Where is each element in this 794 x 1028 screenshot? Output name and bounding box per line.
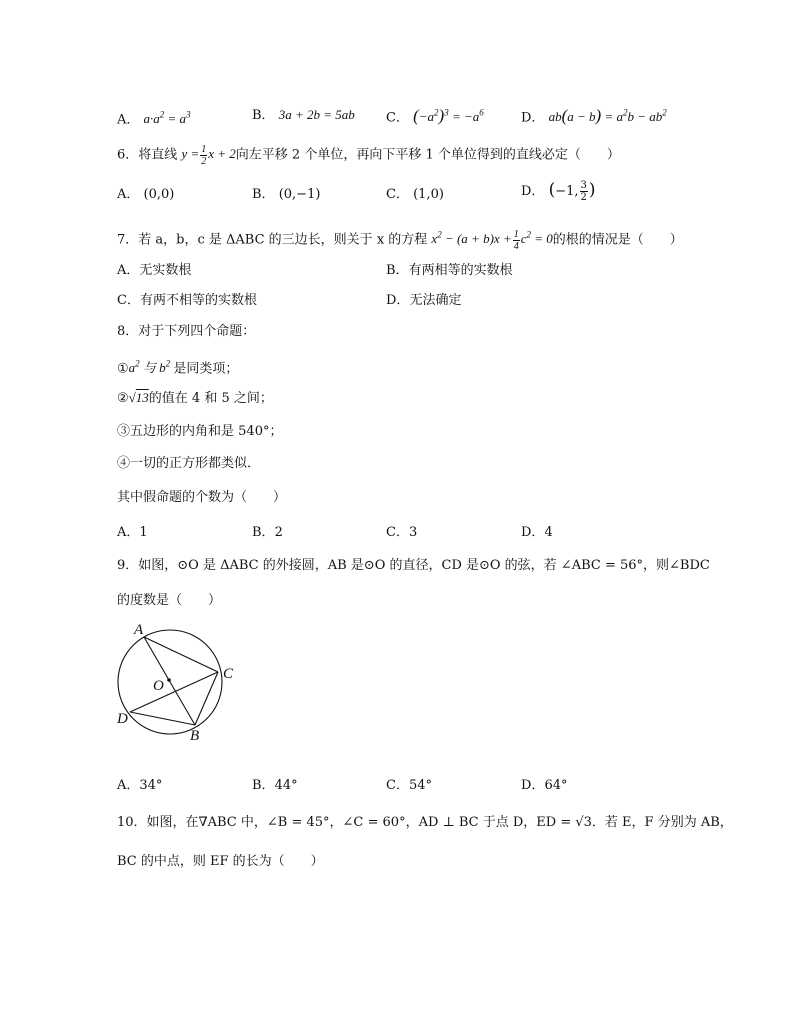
item-mark: ① [117, 361, 129, 377]
q9-option-d [521, 777, 567, 795]
option-value: 64° [544, 778, 568, 793]
center-point [167, 678, 171, 682]
question-number: 6． [117, 147, 139, 163]
option-value: 2 [274, 525, 283, 540]
question-number: 7． [117, 232, 139, 248]
q8-option-a [117, 524, 148, 542]
option-label: B． [252, 187, 275, 202]
option-value: −1, [555, 184, 579, 199]
option-label: A． [117, 112, 140, 128]
q7-option-d [386, 292, 461, 310]
item-mark: ④ [117, 456, 131, 471]
option-label: D． [521, 184, 545, 199]
option-value: 44° [274, 778, 298, 793]
q9-stem-line2: 的度数是（ ） [117, 593, 222, 608]
stem-text: 的根的情况是（ ） [552, 232, 683, 248]
option-label: D． [386, 293, 410, 308]
option-value: (1,0) [413, 187, 444, 202]
paren-close: ) [588, 180, 596, 200]
q7-stem [117, 226, 683, 252]
q5-option-d [521, 104, 667, 127]
q10-stem-line2: BC 的中点，则 EF 的长为（ ） [117, 854, 324, 869]
segment-ac [144, 637, 218, 672]
item-mark: ③ [117, 424, 131, 439]
option-formula: $ab(a - b) = a^2b - ab^2$ [548, 106, 667, 126]
q6-option-d [521, 180, 596, 203]
q6-option-a [117, 186, 174, 204]
q7-option-b [386, 262, 513, 280]
option-text: 无实数根 [139, 263, 192, 278]
q9-option-b [252, 777, 298, 795]
line-equation: y = $\frac{1}{2}$ x + 2 [181, 144, 236, 167]
option-label: B． [252, 525, 275, 540]
equation: $x^2 - (a + b)x$ + $\frac{1}{4}$ $c^2 = 0$ [431, 228, 553, 252]
q8-item-1 [117, 355, 238, 378]
option-value: (0,0) [143, 187, 175, 202]
option-label: B． [252, 108, 275, 123]
label-a: A [134, 622, 144, 638]
option-value: 1 [139, 525, 148, 540]
q8-stem: 8．对于下列四个命题： [117, 324, 256, 339]
q8-question: 其中假命题的个数为（ ） [117, 490, 287, 505]
option-label: C． [386, 778, 409, 793]
stem-text: 向左平移 2 个单位，再向下平移 1 个单位得到的直线必定（ ） [235, 147, 620, 163]
option-label: D． [521, 525, 545, 540]
option-value: 54° [408, 778, 432, 793]
q6-stem [117, 144, 620, 167]
option-label: A． [117, 778, 140, 793]
option-value: (0,−1) [278, 187, 321, 202]
option-label: D． [521, 778, 545, 793]
option-label: A． [117, 187, 140, 202]
option-label: C． [386, 525, 409, 540]
q8-item-2 [117, 389, 273, 408]
option-value: 34° [139, 778, 163, 793]
q8-item-3 [117, 423, 282, 441]
option-label: D． [521, 110, 545, 126]
label-d: D [117, 711, 128, 727]
q9-option-a [117, 777, 162, 795]
q8-item-4 [117, 455, 260, 473]
option-formula: $a\cdot a^2 = a^3$ [143, 110, 191, 127]
label-o: O [153, 678, 164, 694]
q8-option-c [386, 524, 417, 542]
option-label: C． [117, 293, 140, 308]
option-label: A． [117, 263, 140, 278]
option-label: B． [386, 263, 409, 278]
q9-stem-line1: 9．如图，⊙O 是 ΔABC 的外接圆，AB 是⊙O 的直径，CD 是⊙O 的弦，若 ∠ABC = 56°，则∠BDC [117, 558, 710, 573]
q5-option-b [252, 106, 355, 125]
option-label: B． [252, 778, 275, 793]
q9-circle-figure [110, 615, 245, 745]
option-text: 有两相等的实数根 [408, 263, 513, 278]
item-text: 五边形的内角和是 540°； [130, 424, 283, 439]
label-b: B [190, 728, 200, 744]
item-text: 的值在 4 和 5 之间； [148, 391, 273, 406]
q5-option-a [117, 106, 191, 129]
q9-option-c [386, 777, 432, 795]
q6-option-c [386, 186, 444, 204]
stem-text: 若 a，b，c 是 ΔABC 的三边长，则关于 x 的方程 [138, 232, 428, 248]
option-label: C． [386, 187, 409, 202]
q7-option-c [117, 292, 257, 310]
item-formula: $a^2$ 与 $b^2$ [128, 359, 171, 376]
option-text: 有两不相等的实数根 [139, 293, 257, 308]
option-formula: $(-a^2)^3 = -a^6$ [413, 106, 484, 126]
q7-option-a [117, 262, 191, 280]
item-text: 是同类项； [173, 361, 239, 377]
option-value: 4 [544, 525, 553, 540]
q6-option-b [252, 186, 320, 204]
option-label: C． [386, 110, 409, 126]
fraction-3-2: $\frac{3}{2}$ [580, 180, 587, 203]
segment-bc [195, 672, 218, 725]
segment-db [130, 712, 195, 725]
q5-option-c [386, 104, 484, 127]
option-text: 无法确定 [409, 293, 462, 308]
option-formula: 3a + 2b = 5ab [278, 107, 355, 122]
q10-stem-line1: 10．如图，在∇ABC 中，∠B = 45°，∠C = 60°，AD ⊥ BC 于点 D，ED = √3．若 E，F 分别为 AB， [117, 815, 733, 830]
sqrt-13: √13 [128, 390, 149, 405]
option-label: A． [117, 525, 140, 540]
item-mark: ② [117, 391, 129, 406]
option-value: 3 [408, 525, 418, 540]
q8-option-b [252, 524, 283, 542]
item-text: 一切的正方形都类似． [130, 456, 261, 471]
stem-text: 将直线 [138, 147, 178, 163]
segment-cd [130, 672, 218, 712]
q8-option-d [521, 524, 553, 542]
label-c: C [223, 666, 234, 682]
paren-open: ( [548, 180, 556, 200]
